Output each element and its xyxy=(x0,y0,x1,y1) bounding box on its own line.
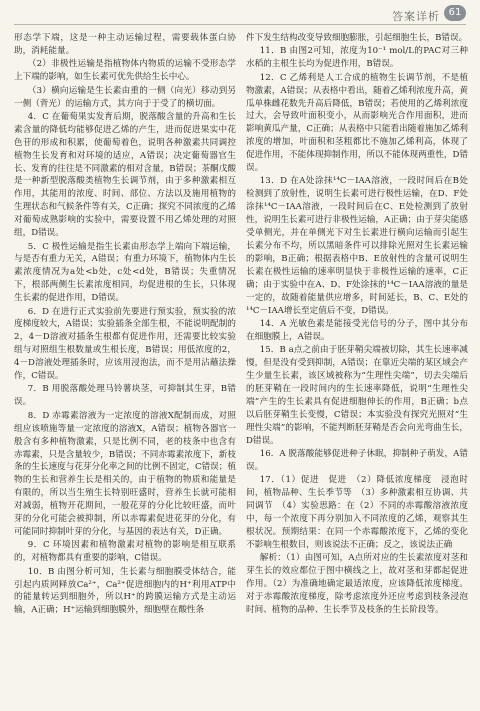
answer-item: 17．（1）促进 促进 （2）降低浓度梯度 浸泡时间，植物品种、生长季节等 （3）多种激素相互协调、共同调节 （4）实验思路：在（2）不同的赤霉酸溶液浓度中，每一个浓度下再分别加入不同浓度的乙烯，观察其生根状况。预期结果：在同一个赤霉酸浓度下，乙烯的变化不影响生根数目，则该说法不正确；反之，该说法正确 xyxy=(246,475,468,550)
answer-item: 12．C 乙烯利是人工合成的植物生长调节剂，不是植物激素，A错误；从表格中看出，随着乙烯利浓度升高，黄瓜单株雌花数先升高后降低，B错误；若使用的乙烯利浓度过大，会导致叶面积变小，从而影响光合作用面积，进而影响黄瓜产量，C正确；从表格中只能看出随着施加乙烯利浓度的增加，叶面积和茎粗都比不施加乙烯利高，体现了促进作用，不能体现抑制作用，所以不能体现两重性，D错误。 xyxy=(246,72,468,174)
answer-item: 5．C 极性运输是指生长素由形态学上端向下端运输，与是否有重力无关，A错误；有重力环境下，植物体内生长素浓度情况为a处<b处，c处<d处，B错误；失重情况下，根部两侧生长素浓度相同，均促进根的生长，只体现生长素的促进作用，D错误。 xyxy=(14,241,236,304)
header-rule xyxy=(14,24,466,25)
answer-item: 7．B 用脱落酸处理马铃薯块茎，可抑制其生芽，B错误。 xyxy=(14,384,236,408)
explanation: 解析：（1）由图可知，A点所对应的生长素浓度对茎和芽生长的效应都位于图中横线之上，故对茎和芽都起促进作用。（2）为准确地确定最适浓度，应该降低浓度梯度。对于赤霉酸浓度梯度，除考虑浓度外还应考虑到枝条浸泡时间、植物的品种、生长季节及枝条的生长阶段等。 xyxy=(246,553,468,615)
left-column xyxy=(14,32,236,703)
paragraph: 件下发生结构改变导致细胞膨胀，引起细胞生长，B错误。 xyxy=(246,33,468,43)
answer-columns xyxy=(14,32,468,703)
paragraph: 形态学下端，这是一种主动运输过程，需要载体蛋白协助，消耗能量。 xyxy=(14,33,236,56)
answer-item: 11．B 由图2可知，浓度为10⁻¹ mol/L的PAC对三种水稻的主根生长均为促进作用，B错误。 xyxy=(246,46,468,70)
answer-item: 9．C 环境因素和植物激素对植物的影响是相互联系的，对植物都具有重要的影响，C错误。 xyxy=(14,540,236,564)
answer-item: 14．A 光敏色素是能接受光信号的分子，图中其分布在细胞膜上，A错误。 xyxy=(246,318,468,342)
answer-item: 6．D 在进行正式实验前先要进行预实验，预实验的浓度梯度较大，A错误；实验插条全部生根，不能说明配制的2，4－D溶液对插条生根都有促进作用，还需要比较实验组与对照组生根数量或生根长度，B错误；用低浓度的2，4－D溶液处理插条时，应该用浸泡法，而不是用沾蘸法操作，C错误。 xyxy=(14,306,236,382)
page-header xyxy=(0,0,480,30)
page-number: 61 xyxy=(444,5,466,21)
answer-item: 8．D 赤霉素溶液为一定浓度的溶液X配制而成，对照组应该喷施等量一定浓度的溶液X，A错误；植物各器官一般含有多种植物激素，只是比例不同，老的枝条中也含有赤霉素，只是含量较少，B错误；不同赤霉素浓度下，新枝条的生长速度与花芽分化率之间的比例不固定，C错误；植物的生长和营养生长是相关的，由于植物的物质和能量是有限的，所以当生殖生长特别旺盛时，营养生长就可能相对减弱，植物开花期间，一般花芽的分化比较旺盛，而叶芽的分化可能会被抑制，所以赤霉素促进花芽的分化，有可能同时抑制叶芽的分化，与基因的表达有关，D正确。 xyxy=(14,410,236,537)
answer-item: 13．D 在A处涂抹¹⁴C－IAA溶液，一段时间后在B处检测到了放射性，说明生长素可进行极性运输，在D、F处涂抹¹⁴C－IAA溶液，一段时间后在C、E处检测到了放射性，说明生长素可进行非极性运输，A正确；由于芽尖能感受单侧光，并在单侧光下对生长素进行横向运输而引起生长素分布不均，所以黑暗条件可以排除光照对生长素运输的影响，B正确；根据表格中B、E放射性的含量可说明生长素在极性运输的速率明显快于非极性运输的速率，C正确；由于实验中在A、D、F处涂抹的¹⁴C－IAA溶液的量是一定的，故随着能量供应增多，时间延长，B、C、E处的¹⁴C－IAA增长至定值后不变，D错误。 xyxy=(246,176,468,316)
section-label: 答案详析 xyxy=(392,10,440,23)
answer-item: 4．C 在葡萄果实发育后期，脱落酸含量的升高和生长素含量的降低均能够促进乙烯的产生，进而促进果实中花色苷的形成和积累，使葡萄着色，说明各种激素共同调控植物生长发育和对环境的适应，A错误；决定葡萄器官生长、发育的往往是不同激素的相对含量，B错误；茶酮戊酸是一种新型脱落酸类植物生长调节剂，由于多种激素相互作用，其能用的浓度、时间、部位、方法以及施用植物的生理状态和气候条件等有关，C正确；探究不同浓度的乙烯对葡萄成熟影响的实验中，需要设置不用乙烯处理的对照组，D错误。 xyxy=(14,111,236,239)
answer-item: 16．A 脱落酸能够促进种子休眠，抑制种子萌发，A错误。 xyxy=(246,449,468,472)
paragraph: （3）横向运输是生长素由重的一侧（向光）移动到另一侧（背光）的运输方式，其方向于于受了的横切面。 xyxy=(14,85,236,109)
paragraph: （2）非极性运输是指植物体内物质的运输不受形态学上下端的影响，如生长素可优先供给生长中心。 xyxy=(14,59,236,83)
answer-item: 15．B a点之前由于胚芽鞘尖端被切除，其生长速率减慢，但是没有受到抑制，A错误；在靠近尖端的某区域会产生少量生长素，该区域被称为“生理性尖端”，切去尖端后的胚芽鞘在一段时间内的生长速率降低，说明“生理性尖端”产生的生长素具有促进细胞伸长的作用，B正确；b点以后胚芽鞘生长变慢，C错误；本实验没有探究光照对“生理性尖端”的影响，不能判断胚芽鞘是否会向光弯曲生长，D错误。 xyxy=(246,345,468,446)
answer-item: 10．B 由图分析可知，生长素与细胞膜受体结合，能引起内质网释放Ca²⁺，Ca²⁺促进细胞内的H⁺利用ATP中的能量转运到细胞外，所以H⁺的跨膜运输方式是主动运输，A正确；H⁺运输到细胞膜外，细胞壁在酸性条 xyxy=(14,566,236,616)
right-column xyxy=(246,32,468,703)
